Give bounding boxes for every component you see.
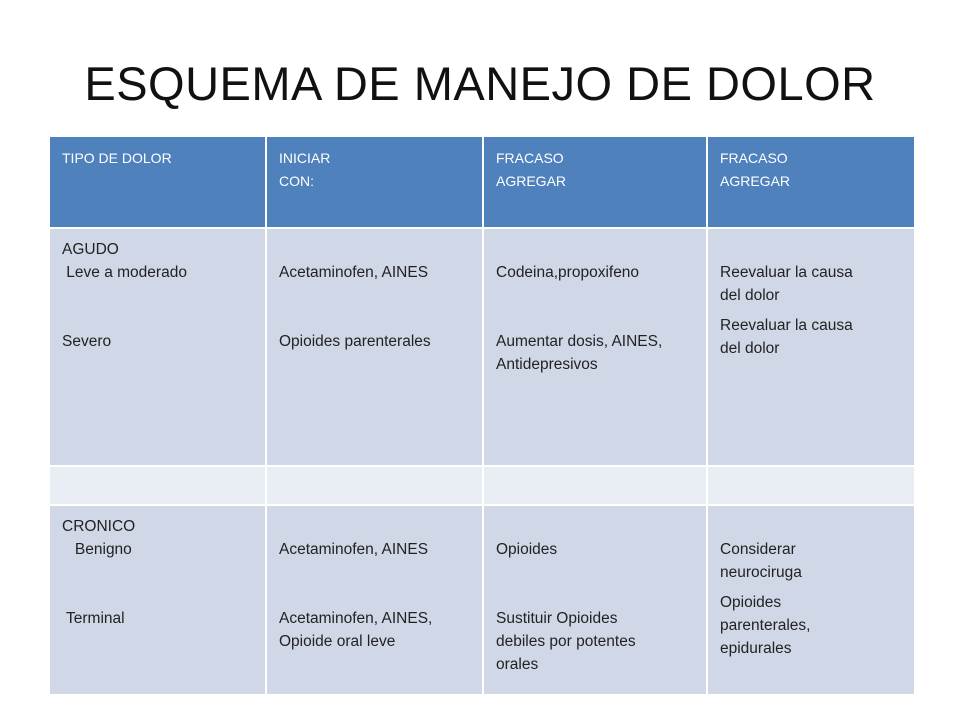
subcategory-label: Severo <box>62 333 112 350</box>
cell-text: Opioides parenterales <box>279 333 431 350</box>
table-row-cronico <box>49 505 915 695</box>
table-row-agudo <box>49 228 915 466</box>
header-fracaso-agregar-2 <box>707 136 915 228</box>
header-iniciar-con <box>266 136 483 228</box>
cell-fracaso1-agudo <box>483 228 707 466</box>
subcategory-label: Leve a moderado <box>62 264 187 281</box>
cell-iniciar-cronico <box>266 505 483 695</box>
cell-text: Acetaminofen, AINES <box>279 541 429 558</box>
cell-fracaso2-cronico <box>707 505 915 695</box>
header-label: FRACASO <box>720 150 788 166</box>
header-fracaso-agregar-1 <box>483 136 707 228</box>
header-label: AGREGAR <box>496 173 567 189</box>
category-heading: AGUDO <box>62 241 119 258</box>
cell-text: Considerar neurociruga <box>720 541 802 581</box>
header-tipo-de-dolor <box>49 136 266 228</box>
empty-cell <box>483 466 707 505</box>
pain-management-table <box>48 135 916 696</box>
subcategory-label: Benigno <box>62 541 132 558</box>
cell-iniciar-agudo <box>266 228 483 466</box>
cell-text: Sustituir Opioides debiles por potentes orales <box>496 610 636 673</box>
header-label: TIPO DE DOLOR <box>62 150 172 166</box>
subcategory-label: Terminal <box>62 610 125 627</box>
header-label: INICIAR <box>279 150 331 166</box>
cell-fracaso1-cronico <box>483 505 707 695</box>
cell-text: Reevaluar la causa del dolor <box>720 264 853 304</box>
category-heading: CRONICO <box>62 518 136 535</box>
empty-cell <box>707 466 915 505</box>
table-header-row <box>49 136 915 228</box>
cell-text: Reevaluar la causa del dolor <box>720 317 853 357</box>
slide-title: ESQUEMA DE MANEJO DE DOLOR <box>84 57 876 110</box>
header-label: AGREGAR <box>720 173 791 189</box>
cell-tipo-cronico <box>49 505 266 695</box>
empty-cell <box>49 466 266 505</box>
cell-text: Acetaminofen, AINES <box>279 264 429 281</box>
cell-fracaso2-agudo <box>707 228 915 466</box>
cell-text: Codeina,propoxifeno <box>496 264 640 281</box>
cell-text: Opioides parenterales, epidurales <box>720 594 811 657</box>
table-row-empty <box>49 466 915 505</box>
empty-cell <box>266 466 483 505</box>
cell-text: Opioides <box>496 541 558 558</box>
cell-tipo-agudo <box>49 228 266 466</box>
header-label: FRACASO <box>496 150 564 166</box>
cell-text: Aumentar dosis, AINES, Antidepresivos <box>496 333 663 373</box>
cell-text: Acetaminofen, AINES, Opioide oral leve <box>279 610 433 650</box>
header-label: CON: <box>279 173 314 189</box>
